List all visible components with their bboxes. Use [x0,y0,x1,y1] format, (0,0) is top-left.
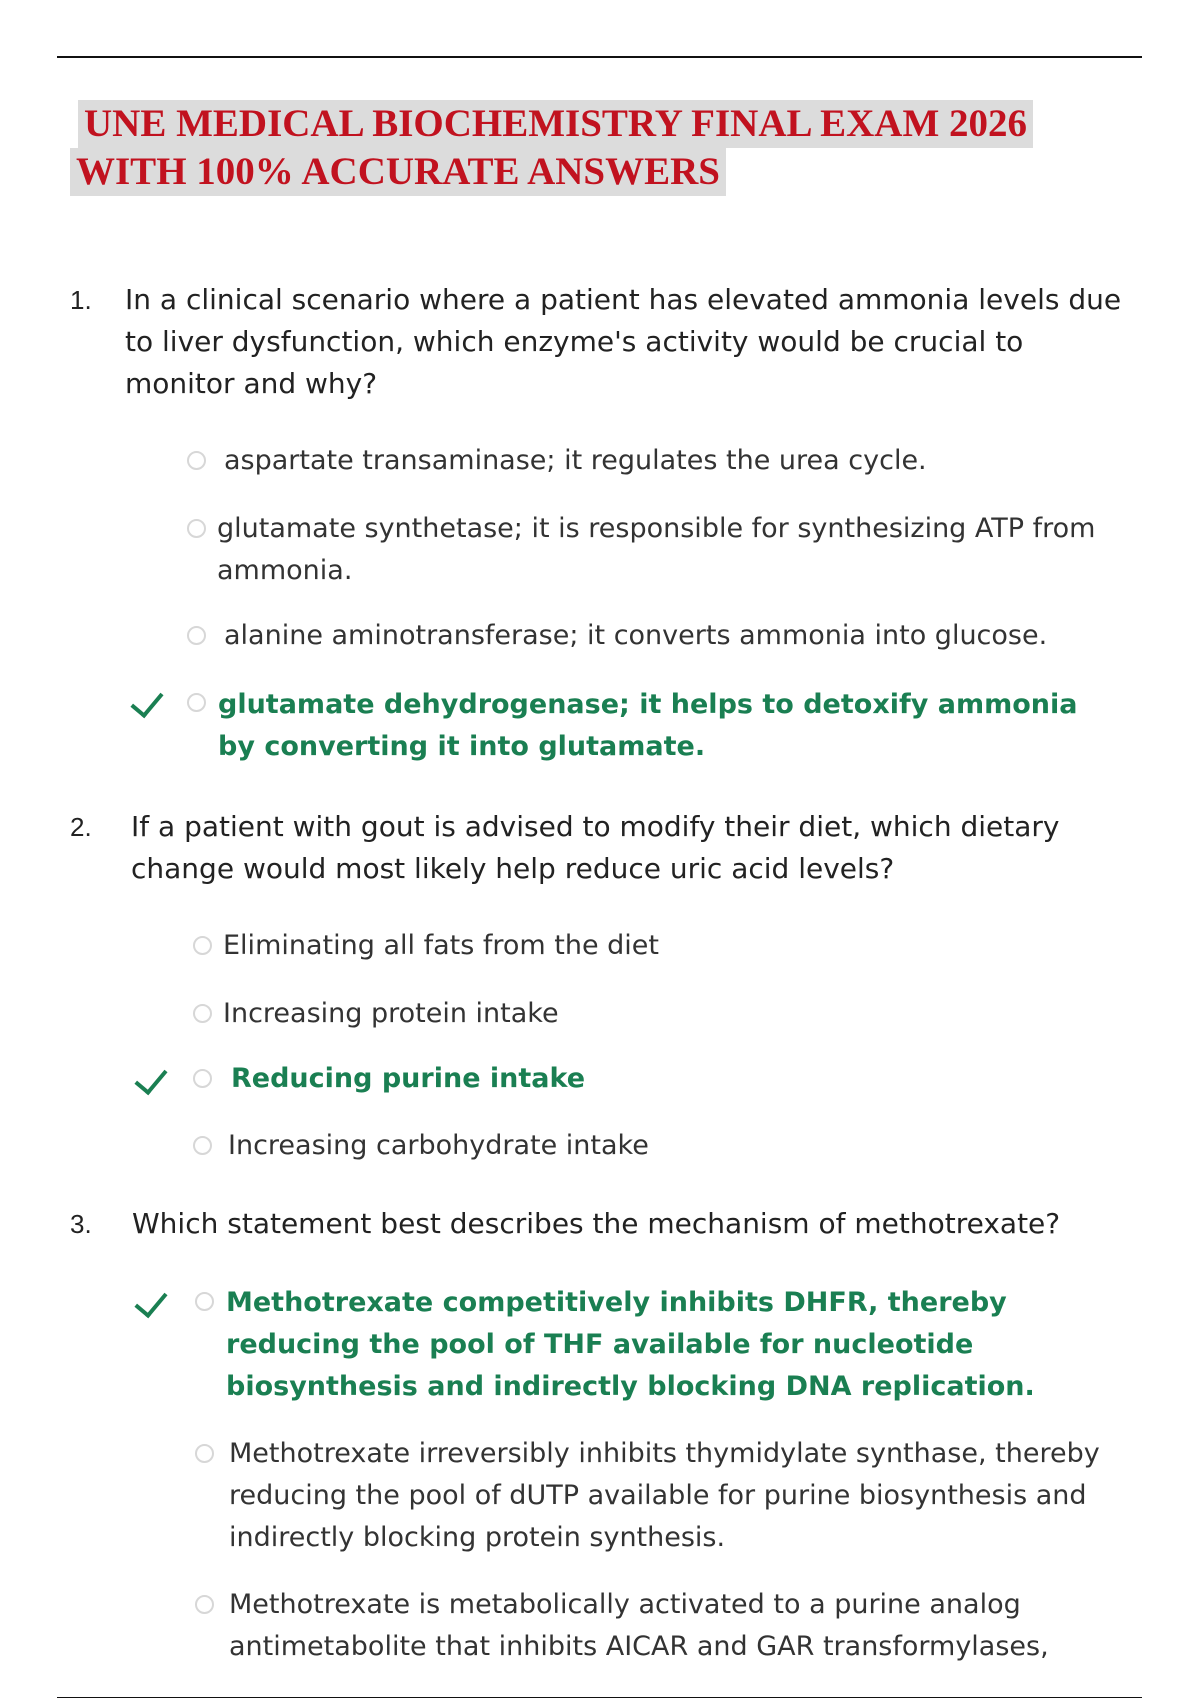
option-text: Increasing protein intake [223,998,559,1029]
option-text: Methotrexate competitively inhibits DHFR, thereby reducing the pool of THF available for nucleotide biosynthesis and indirectly blocking DNA replication. [226,1287,1035,1402]
radio-circle-icon[interactable] [187,626,206,645]
page-title [70,100,1033,196]
question-text: If a patient with gout is advised to modify their diet, which dietary change would most likely help reduce uric acid levels? [131,810,1060,885]
radio-circle-icon[interactable] [187,451,206,470]
checkmark-icon [130,684,163,719]
option-text: alanine aminotransferase; it converts ammonia into glucose. [224,620,1048,651]
radio-circle-icon[interactable] [195,1595,214,1614]
title-line-2: WITH 100% ACCURATE ANSWERS [70,148,726,196]
option-text: glutamate dehydrogenase; it helps to detoxify ammonia by converting it into glutamate. [218,689,1078,762]
checkmark-icon [134,1061,167,1096]
radio-circle-icon[interactable] [193,936,212,955]
option-text: Reducing purine intake [231,1063,586,1094]
question-text: Which statement best describes the mechanism of methotrexate? [132,1207,1061,1240]
checkmark-icon [134,1284,167,1319]
radio-circle-icon[interactable] [193,1136,212,1155]
option-text: Eliminating all fats from the diet [223,930,660,961]
option-text: Increasing carbohydrate intake [228,1130,649,1161]
question-text: In a clinical scenario where a patient has elevated ammonia levels due to liver dysfunction, which enzyme's activity would be crucial to monitor and why? [125,283,1122,400]
title-line-1: UNE MEDICAL BIOCHEMISTRY FINAL EXAM 2026 [78,100,1033,148]
radio-circle-icon[interactable] [187,693,206,712]
radio-circle-icon[interactable] [193,1004,212,1023]
question-number: 2. [70,812,92,842]
bottom-rule [57,1697,1142,1698]
radio-circle-icon[interactable] [187,519,206,538]
question-number: 1. [70,285,92,315]
top-rule [57,56,1142,58]
option-text: Methotrexate irreversibly inhibits thymidylate synthase, thereby reducing the pool of dUTP available for purine biosynthesis and indirectly blocking protein synthesis. [229,1438,1100,1553]
question-number: 3. [70,1209,92,1239]
option-text: Methotrexate is metabolically activated to a purine analog antimetabolite that inhibits AICAR and GAR transformylases, [229,1589,1049,1662]
radio-circle-icon[interactable] [193,1069,212,1088]
radio-circle-icon[interactable] [195,1292,214,1311]
option-text: glutamate synthetase; it is responsible for synthesizing ATP from ammonia. [217,513,1096,586]
option-text: aspartate transaminase; it regulates the urea cycle. [224,445,927,476]
radio-circle-icon[interactable] [195,1444,214,1463]
